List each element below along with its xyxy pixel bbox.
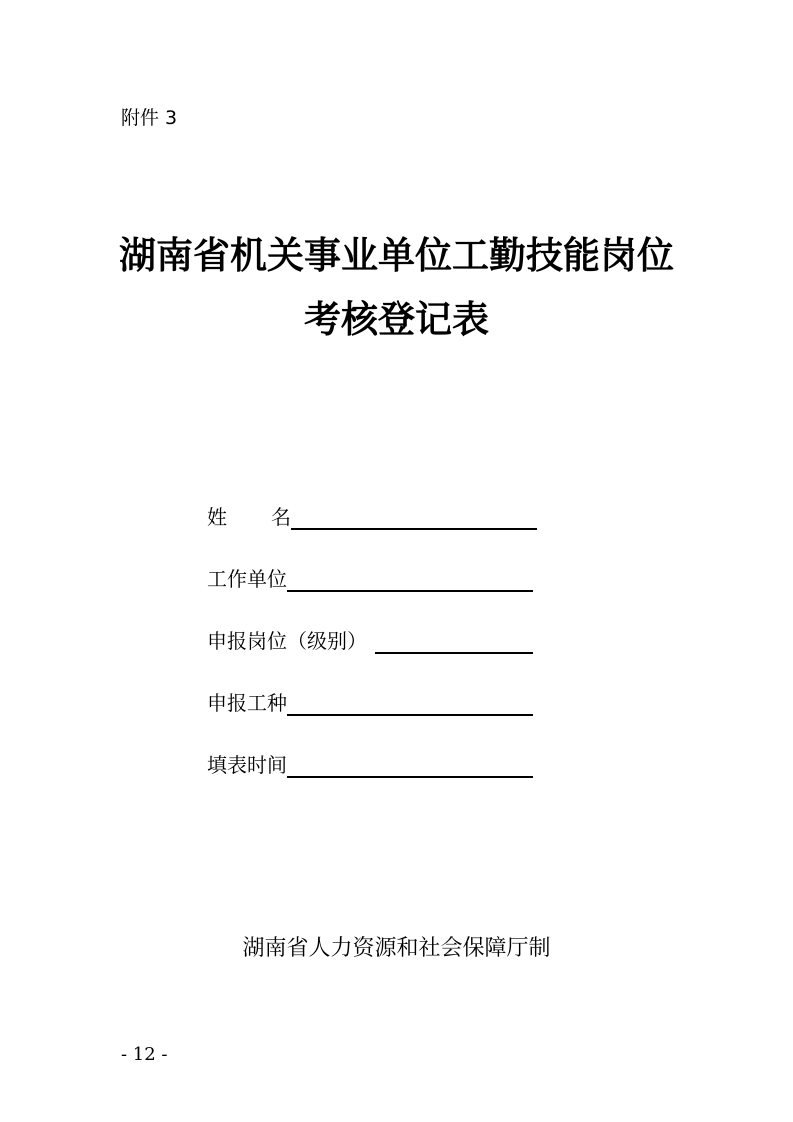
job-type-field xyxy=(207,686,533,716)
attachment-label: 附件 3 xyxy=(121,107,178,129)
name-label-char-2: 名 xyxy=(271,505,291,529)
fill-date-field xyxy=(207,748,533,778)
name-label xyxy=(207,504,291,530)
work-unit-label: 工作单位 xyxy=(207,567,287,591)
name-input-line[interactable] xyxy=(291,506,537,530)
page-number: - 12 - xyxy=(121,1044,168,1065)
name-label-char-1: 姓 xyxy=(207,505,227,529)
job-type-label: 申报工种 xyxy=(207,691,287,715)
position-level-field xyxy=(207,624,533,654)
fill-date-label: 填表时间 xyxy=(207,753,287,777)
form-title-line-1: 湖南省机关事业单位工勤技能岗位 xyxy=(119,234,674,277)
form-title-line-2: 考核登记表 xyxy=(304,298,489,341)
name-field xyxy=(207,500,537,530)
position-level-label: 申报岗位（级别） xyxy=(207,629,367,653)
issuer-text: 湖南省人力资源和社会保障厅制 xyxy=(242,936,551,961)
work-unit-field xyxy=(207,562,533,592)
work-unit-input-line[interactable] xyxy=(287,568,533,592)
fill-date-input-line[interactable] xyxy=(287,754,533,778)
job-type-input-line[interactable] xyxy=(287,692,533,716)
position-level-input-line[interactable] xyxy=(375,630,533,654)
